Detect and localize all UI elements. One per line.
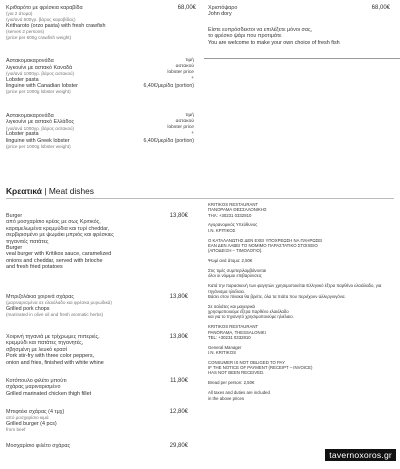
item-note-gr: (για/ανά 600γρ. βάρος καραβίδας)	[6, 17, 76, 22]
item-name-en: Kritharoto (orzo pasta) with fresh crawfish	[6, 22, 106, 29]
notice-line: Βάσει στον πίνακα θα βρείτε, όλα τα πιάτα που περιέχουν αλλεργιογόνα.	[208, 293, 346, 299]
notice-line: CONSUMER IS NOT OBLIGED TO PAY	[208, 359, 285, 365]
divider	[204, 58, 400, 59]
notice-cooking-gr	[208, 304, 396, 320]
item-desc-gr: λιγκουίνι με αστακό Καναδά	[6, 64, 73, 71]
item-price: 13,80€	[169, 334, 188, 340]
notice-line: ΤΗΛ: +30231 0332810	[208, 212, 252, 218]
item-desc-gr: από μοσχαρίσιο κρέας με σως Κριτικός,	[6, 219, 101, 226]
item-price: 11,80€	[170, 378, 188, 384]
notice-oil-gr	[208, 283, 396, 299]
notice-payment-gr	[208, 238, 396, 254]
notice-bread-en	[208, 380, 396, 385]
menu-item-burger	[6, 213, 196, 285]
item-desc-en: veal burger with Kritikos sauce, caramelized	[6, 251, 112, 258]
note-line: lobster price	[167, 125, 194, 130]
section-rule	[6, 198, 394, 199]
notice-manager-en	[208, 345, 396, 356]
notice-line: χρησιμοποιούμε έξτρα παρθένο ελαιόλαδο	[208, 309, 289, 315]
notice-line: Bread per person: 2,50€	[208, 380, 255, 386]
notice-line: I.N. KRITIKOS	[208, 349, 236, 355]
notice-line: TEL: +30231 0332810	[208, 334, 251, 340]
item-name-gr: Burger	[6, 213, 23, 219]
fish-choice-gr: Είστε ευπρόσδεκτοι να επιλέξετε μόνοι σας,	[208, 26, 313, 33]
menu-item-john-dory	[208, 5, 398, 18]
notice-line: Στις τιμές συμπεριλαμβάνονται	[208, 268, 267, 274]
item-name-gr: Κριθαρότο με φρέσκια καραβίδα	[6, 5, 83, 11]
item-name-en: Grilled pork chops	[6, 306, 50, 312]
item-desc-gr: κρεμμύδι και πατάτες τηγανητές,	[6, 340, 84, 347]
item-name-gr: Μπιφτέκι σχάρας (4 τμχ)	[6, 409, 65, 415]
notice-line: Αγορανομικός Υπεύθυνος	[208, 222, 258, 228]
item-note-en: (price per 1000g lobster weight)	[6, 144, 71, 150]
item-name-gr: Κοτόπουλο φιλέτο μπούτι	[6, 378, 67, 384]
item-name-gr: Αστακομακαρονάδα	[6, 113, 54, 119]
notice-line: και για το τηγανητό χρησιμοποιούμε ηλιέλαιο.	[208, 314, 294, 320]
portion-price-value: 6,40€/μερίδα	[143, 138, 174, 144]
notice-line: All taxes and duties are included	[208, 390, 270, 396]
item-price: 12,80€	[169, 409, 188, 415]
item-desc-en: and fresh fried potatoes	[6, 264, 63, 271]
item-name-en: Burger	[6, 245, 23, 252]
item-name-gr: Μοσχαρίσιο φιλέτο σχάρας	[6, 443, 71, 449]
item-note-en: from beef	[6, 427, 26, 433]
item-name-gr: Αστακομακαρονάδα	[6, 58, 54, 65]
notice-manager-gr	[208, 222, 396, 233]
item-note-gr: (για/ανά 1000γρ. βάρος αστακού)	[6, 71, 75, 76]
item-name-en: Grilled marinated chicken thigh fillet	[6, 390, 92, 397]
notice-line: ΕΑΝ ΔΕΝ ΛΑΒΕΙ ΤΟ ΝΟΜΙΜΟ ΠΑΡΑΣΤΑΤΙΚΟ ΣΤΟΙΧΕΙΟ	[208, 242, 318, 248]
top-left-column	[6, 5, 196, 157]
item-note-gr: (για 2 άτομα)	[6, 11, 33, 17]
item-desc-gr: τηγανιτές πατάτες	[6, 238, 49, 245]
item-name-en: John dory	[208, 11, 232, 18]
legal-notice	[208, 202, 396, 405]
notice-line: IF THE NOTICE OF PAYMENT (RECEIPT – INVOICE)	[208, 365, 313, 371]
menu-item-pork-chops	[6, 294, 196, 334]
notice-line: (ΑΠΟΔΕΙΞΗ – ΤΙΜΟΛΟΓΙΟ).	[208, 248, 263, 254]
item-note-gr: (για/ανά 1000γρ. βάρος αστακού)	[6, 125, 75, 131]
item-price: 13,80€	[169, 294, 188, 300]
notice-line: PANORAMA, THESSALONIKI	[208, 329, 266, 335]
portion-price	[122, 83, 194, 89]
menu-item-chicken-thigh	[6, 378, 196, 409]
section-separator: |	[44, 186, 47, 196]
item-desc-gr: σβησμένη με λευκό κρασί	[6, 346, 68, 353]
note-line: αστακού	[175, 119, 194, 124]
item-name-gr: Χοιρινή τηγανιά με τρίχρωμες πιπεριές,	[6, 334, 100, 340]
notice-payment-en	[208, 360, 396, 376]
meat-dishes-list	[6, 213, 196, 449]
notice-line: Ο ΚΑΤΑΛΑΝΩΤΗΣ ΔΕΝ ΕΧΕΙ ΥΠΟΧΡΕΩΣΗ ΝΑ ΠΛΗΡΩΣΕΙ	[208, 237, 323, 243]
item-note-en: (price per 1000g lobster weight)	[6, 89, 71, 95]
lobster-price-note	[122, 58, 194, 89]
item-note-en: (price per 600g crawfish weight)	[6, 34, 72, 40]
item-desc-en: onions and cheddar, served with brioche	[6, 257, 103, 264]
notice-bread-gr	[208, 258, 396, 263]
notice-line: ΠΑΝΟΡΑΜΑ ΘΕΣΣΑΛΟΝΙΚΗΣ	[208, 207, 267, 213]
note-line: +	[191, 76, 194, 82]
item-note-gr: από μοσχαρίσιο κιμά	[6, 415, 49, 421]
notice-line: Σε σαλάτες και μαγειρικά	[208, 303, 256, 309]
item-name-en: Pork stir-fry with three color peppers,	[6, 353, 95, 360]
item-name-gr: Χριστόψαρο	[208, 5, 238, 11]
item-desc-en: onion and fries, finished with white whine	[6, 359, 104, 366]
menu-item-grilled-burger	[6, 409, 196, 443]
note-line: +	[191, 131, 194, 136]
item-desc-gr: λιγκουίνι με αστακό Ελλάδος	[6, 119, 75, 126]
note-line: αστακού	[175, 64, 194, 70]
menu-item-pork-stir-fry	[6, 334, 196, 378]
notice-line: όλοι οι νόμιμοι επιβαρύνσεις	[208, 273, 262, 279]
notice-line: KRITIKOS RESTAURANT	[208, 324, 259, 330]
notice-line: KRITIKOS RESTAURANT	[208, 202, 259, 207]
section-title-gr: Κρεατικά	[6, 186, 42, 196]
item-price: 68,00€	[177, 5, 196, 11]
notice-line: HAS NOT BEEN RECEIVED.	[208, 370, 265, 376]
item-desc-en: linguine with Canadian lobster	[6, 83, 78, 89]
notice-line: in the above prices	[208, 395, 245, 401]
item-name-gr: Μπριζολάκια χοιρινά σχάρας	[6, 294, 74, 300]
item-note-gr: (μαριναρισμένα σε ελαιόλαδο και φρέσκα μυρωδικά)	[6, 300, 112, 306]
fish-choice-gr: το φρέσκο ψάρι που προτιμάτε	[208, 33, 282, 40]
item-price: 29,80€	[169, 443, 188, 449]
menu-item-beef-fillet	[6, 443, 196, 449]
portion-suffix: (portion)	[174, 138, 194, 144]
item-name-en: Lobster pasta	[6, 76, 39, 83]
notice-header-gr	[208, 202, 396, 218]
item-name-en: Grilled burger (4 pcs)	[6, 421, 57, 427]
notice-line: Ψωμί ανά άτομο: 2,50€	[208, 258, 253, 264]
item-desc-en: linguine with Greek lobster	[6, 137, 70, 144]
section-title	[6, 186, 94, 196]
top-right-column	[208, 5, 398, 46]
menu-item-lobster-canada	[6, 58, 196, 95]
notice-line: General Manager	[208, 344, 242, 350]
menu-item-lobster-greek	[6, 113, 196, 150]
portion-price-value: 6,40€/μερίδα	[143, 83, 174, 90]
item-name-en: Lobster pasta	[6, 131, 39, 138]
note-line: τιμή	[185, 113, 194, 118]
portion-price	[122, 138, 194, 144]
item-price: 68,00€	[371, 5, 390, 11]
section-title-en: Meat dishes	[48, 186, 94, 196]
note-line: τιμή	[185, 58, 194, 64]
note-line: lobster price	[167, 70, 194, 76]
notice-taxes-en	[208, 390, 396, 401]
fish-choice-en: You are welcome to make your own choice of fresh fish	[208, 39, 340, 46]
notice-header-en	[208, 324, 396, 340]
portion-suffix: (portion)	[174, 83, 194, 90]
menu-item-kritharoto	[6, 5, 196, 40]
item-desc-gr: σερβιρισμένο με ψωμάκι μπριός και φρέσκιες	[6, 232, 114, 239]
notice-taxes-gr	[208, 268, 396, 279]
item-price: 13,80€	[169, 213, 188, 219]
item-note-en: (marinated in olive oil and fresh aromatic herbs)	[6, 312, 104, 318]
watermark: tavernoxoros.gr	[325, 449, 396, 461]
item-desc-gr: καραμελωμένα κρεμμύδια και τυρί cheddar,	[6, 225, 110, 232]
notice-line: Κατά την παρασκευή των φαγητών χρησιμοποιείται Ελληνικό έξτρα παρθένο ελαιόλαδο, για τηγάνισμα ηλιέλαιο.	[208, 283, 382, 294]
notice-line: Ι.Ν. ΚΡΙΤΙΚΟΣ	[208, 227, 236, 233]
lobster-price-note	[122, 113, 194, 144]
item-desc-gr: σχάρας μαριναρισμένο	[6, 384, 61, 391]
item-note-en: (serves 2 persons)	[6, 29, 45, 34]
